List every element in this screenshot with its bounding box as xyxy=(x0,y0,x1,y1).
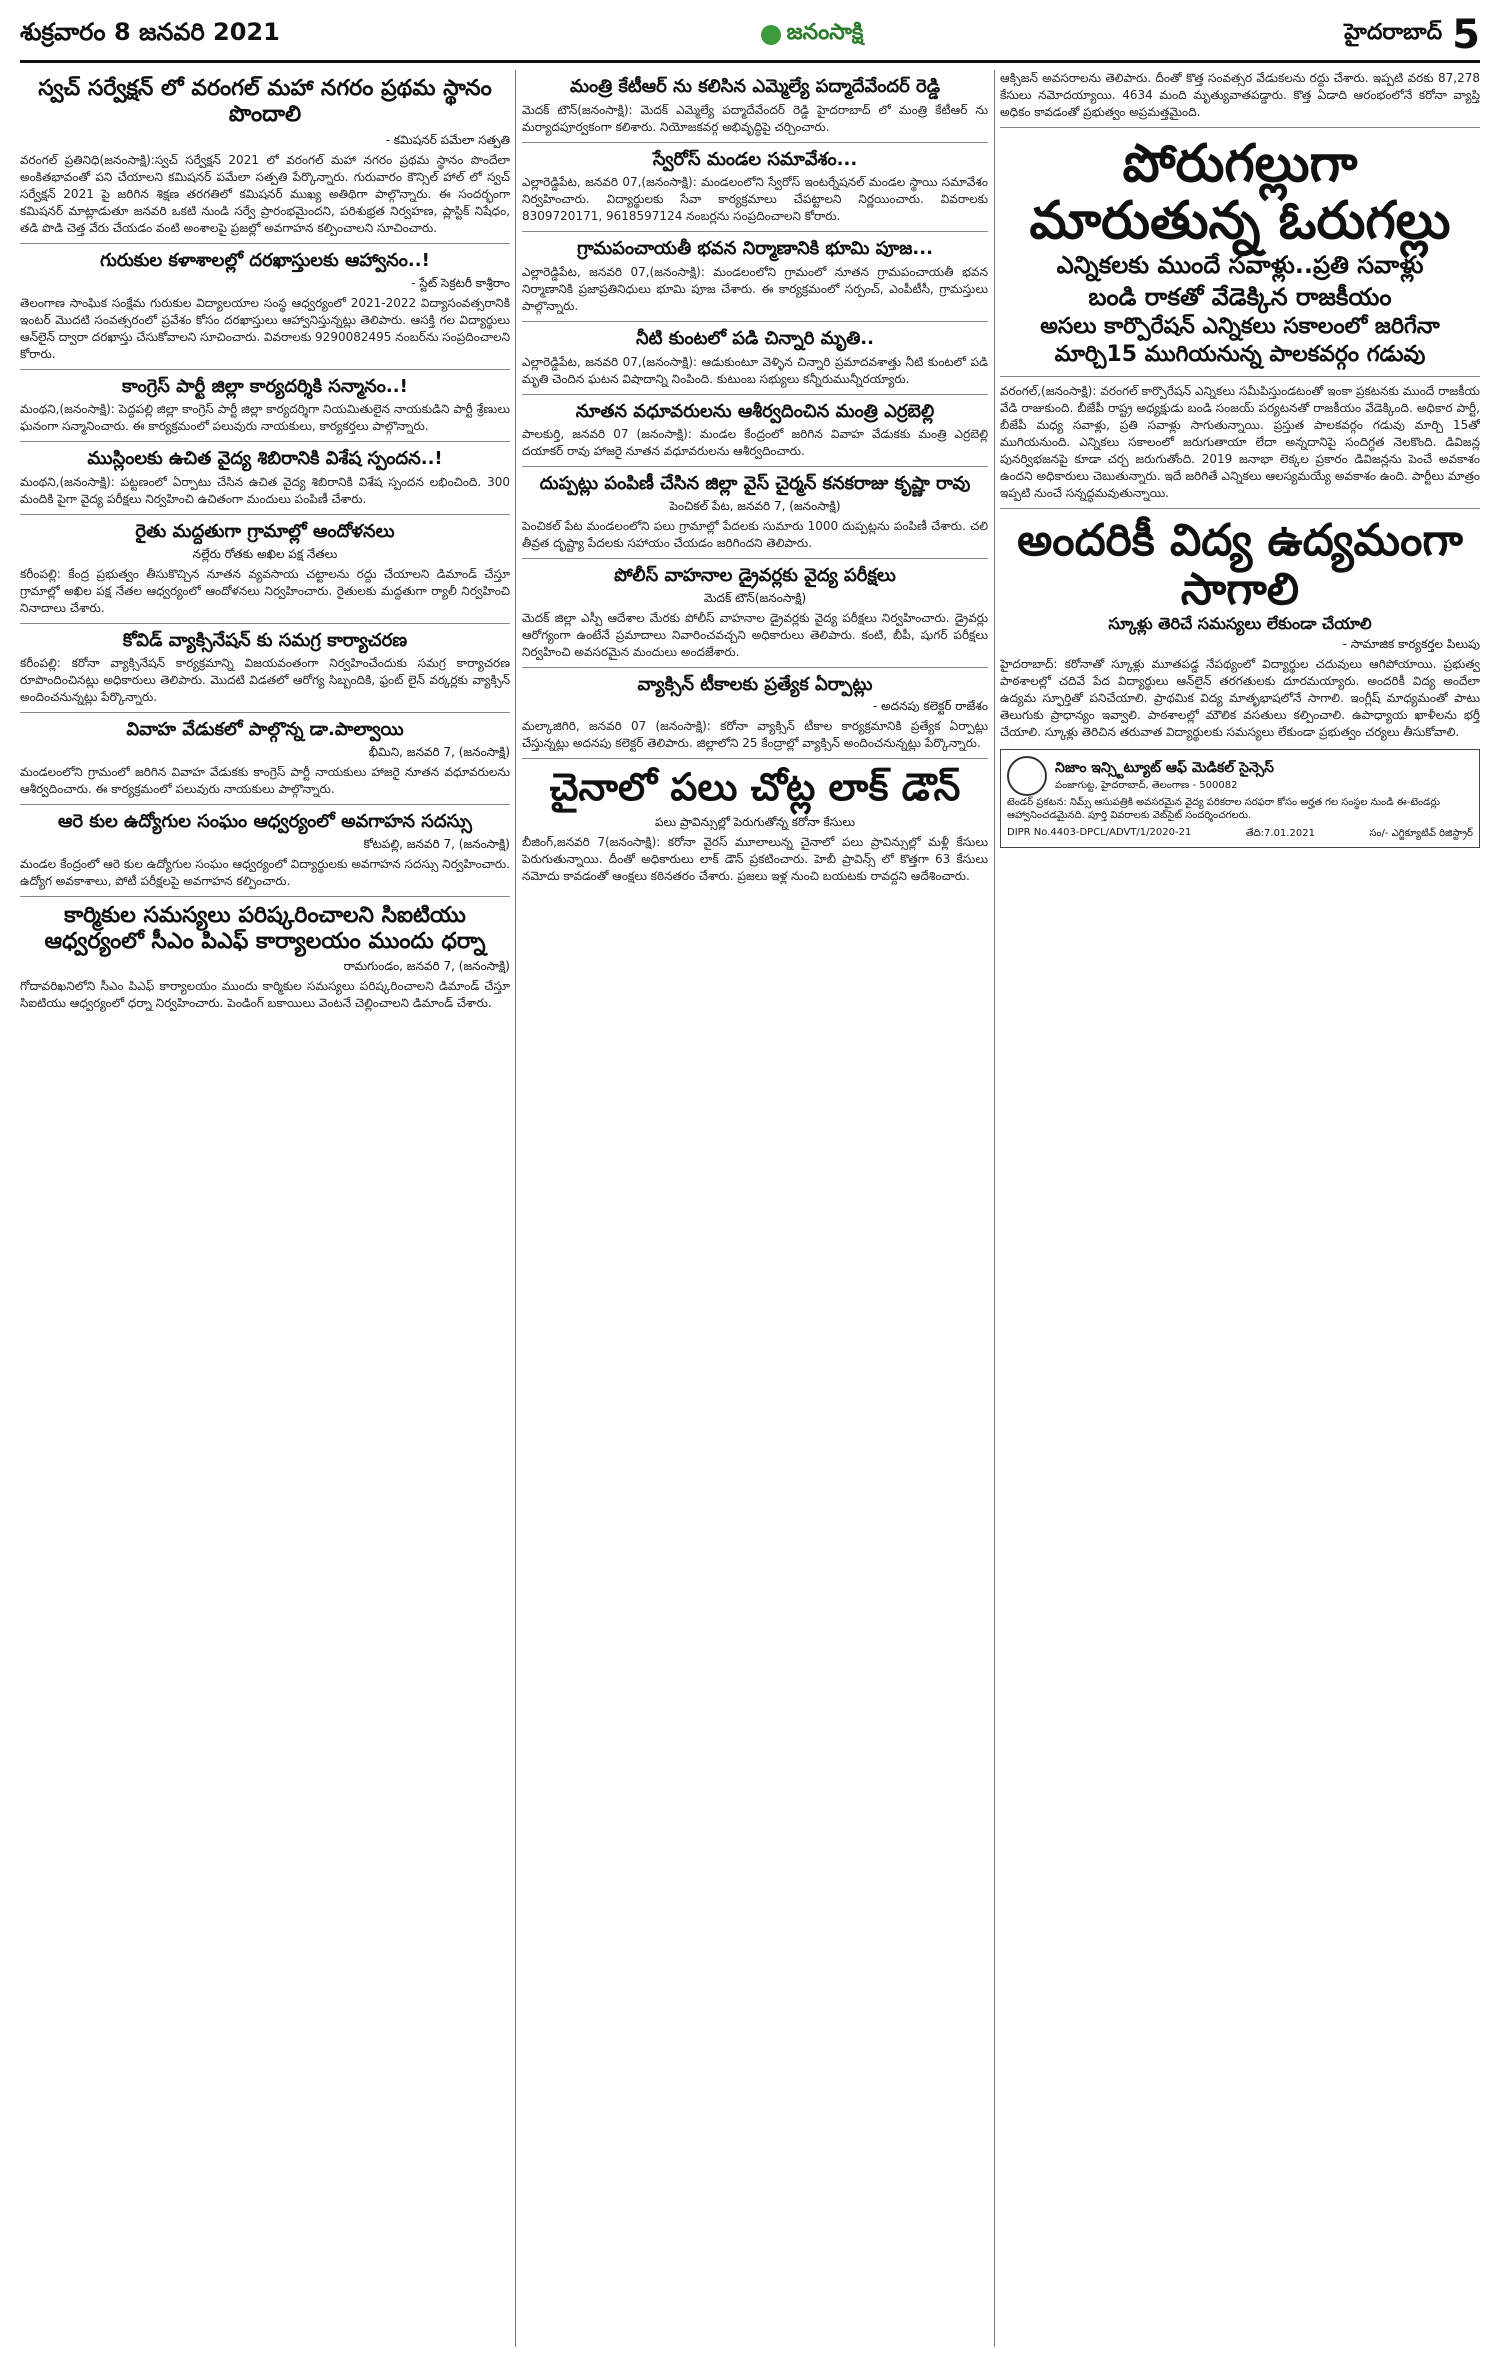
article-body: ఎల్లారెడ్డిపేట, జనవరి 07,(జనంసాక్షి): మండలంలోని స్వేరోస్ ఇంటర్నేషనల్ మండల స్థాయి సమావేశం నిర్వహించారు. విద్యార్థులకు సేవా కార్యక్రమాలు చేపట్టాలని నిర్ణయించారు. వివరాలకు 8309720171, 9618597124 నంబర్లను సంప్రదించాలని కోరారు. xyxy=(522,175,988,224)
page-number: 5 xyxy=(1452,12,1480,58)
logo-icon xyxy=(761,25,781,45)
headline: పోలీస్ వాహనాల డ్రైవర్లకు వైద్య పరీక్షలు xyxy=(614,565,896,586)
byline: భీమిని, జనవరి 7, (జనంసాక్షి) xyxy=(368,744,510,759)
sub-headline: స్కూళ్లు తెరిచే సమస్యలు లేకుండా చేయాలి xyxy=(1108,614,1372,634)
sub-headline: బండి రాకతో వేడెక్కిన రాజకీయం xyxy=(1088,282,1392,311)
article xyxy=(522,401,988,461)
article xyxy=(522,565,988,661)
article-body: హైదరాబాద్: కరోనాతో స్కూళ్లు మూతపడ్డ నేపథ్యంలో విద్యార్థుల చదువులు ఆగిపోయాయి. ప్రభుత్వ పాఠశాలల్లో చదివే పేద విద్యార్థులు ఆన్‌లైన్ తరగతులకు దూరమయ్యారు. అందరికీ విద్య అందేలా ఉద్యమ స్ఫూర్తితో పనిచేయాలి. ప్రాథమిక విద్య మాతృభాషలోనే సాగాలి. ఇంగ్లీష్ మాధ్యమంతో పాటు తెలుగుకు ప్రాధాన్యం ఇవ్వాలి. పాఠశాలల్లో మౌలిక వసతులు కల్పించాలి. ఉపాధ్యాయ ఖాళీలను భర్తీ చేయాలి. స్కూళ్లు తెరిచిన తరువాత విద్యార్థులకు సమస్యలు లేకుండా ప్రభుత్వం చర్యలు తీసుకోవాలి. xyxy=(1000,656,1480,739)
lead-article xyxy=(1000,136,1480,502)
byline: రామగుండం, జనవరి 7, (జనంసాక్షి) xyxy=(343,959,510,974)
article xyxy=(522,149,988,226)
article-body: మెదక్ జిల్లా ఎస్పీ ఆదేశాల మేరకు పోలీస్ వాహనాల డ్రైవర్లకు వైద్య పరీక్షలు నిర్వహించారు. డ్రైవర్లు ఆరోగ్యంగా ఉంటేనే ప్రమాదాలు నివారించవచ్చని అధికారులు తెలిపారు. కంటి, బీపీ, షుగర్ పరీక్షలు నిర్వహించి అవసరమైన మందులు అందజేశారు. xyxy=(522,610,988,659)
headline: ఆరె కుల ఉద్యోగుల సంఘం ఆధ్వర్యంలో అవగాహన సదస్సు xyxy=(58,811,472,832)
article-body: పాలకుర్తి, జనవరి 07 (జనంసాక్షి): మండల కేంద్రంలో జరిగిన వివాహ వేడుకకు మంత్రి ఎర్రబెల్లి దయాకర్ రావు హాజరై నూతన వధూవరులను ఆశీర్వదించారు. xyxy=(522,427,988,459)
article xyxy=(20,448,510,508)
headline: కాంగ్రెస్ పార్టీ జిల్లా కార్యదర్శికి సన్మానం..! xyxy=(122,375,408,397)
article xyxy=(20,903,510,1013)
article-body: కరీంపల్లి: కరోనా వ్యాక్సినేషన్ కార్యక్రమాన్ని విజయవంతంగా నిర్వహించేందుకు సమగ్ర కార్యాచరణ రూపొందించినట్లు అధికారులు తెలిపారు. మొదటి విడతలో ఆరోగ్య సిబ్బందికి, ఫ్రంట్ లైన్ వర్కర్లకు వ్యాక్సిన్ అందించనున్నట్లు పేర్కొన్నారు. xyxy=(20,656,510,705)
article xyxy=(20,376,510,436)
article-body: మండలంలోని గ్రామంలో జరిగిన వివాహ వేడుకకు కాంగ్రెస్ పార్టీ నాయకులు హాజరై నూతన వధూవరులను ఆశీర్వదించారు. ఈ కార్యక్రమంలో పలువురు నాయకులు పాల్గొన్నారు. xyxy=(20,764,510,796)
sub-headline: అసలు కార్పొరేషన్ ఎన్నికలు సకాలంలో జరిగేనా xyxy=(1040,313,1440,339)
article xyxy=(522,76,988,136)
article-body: కరీంపల్లి: కేంద్ర ప్రభుత్వం తీసుకొచ్చిన నూతన వ్యవసాయ చట్టాలను రద్దు చేయాలని డిమాండ్ చేస్తూ గ్రామాల్లో అఖిల పక్ష నేతల ఆధ్వర్యంలో ఆందోళనలు నిర్వహించారు. రైతులకు మద్దతుగా ర్యాలీ నిర్వహించి నినాదాలు చేశారు. xyxy=(20,566,510,615)
article-body: మండల కేంద్రంలో ఆరె కుల ఉద్యోగుల సంఘం ఆధ్వర్యంలో విద్యార్థులకు అవగాహన సదస్సు నిర్వహించారు. ఉద్యోగ అవకాశాలు, పోటీ పరీక్షలపై అవగాహన కల్పించారు. xyxy=(20,856,510,888)
headline: ముస్లింలకు ఉచిత వైద్య శిబిరానికి విశేష స్పందన..! xyxy=(87,448,443,470)
byline: - అదనపు కలెక్టర్ రాజేశం xyxy=(872,699,988,714)
article-body: మంథని,(జనంసాక్షి): పెద్దపల్లి జిల్లా కాంగ్రెస్ పార్టీ జిల్లా కార్యదర్శిగా నియమితులైన నాయకుడిని పార్టీ శ్రేణులు ఘనంగా సన్మానించారు. ఈ కార్యక్రమంలో పలువురు నాయకులు, కార్యకర్తలు పాల్గొన్నారు. xyxy=(20,402,510,434)
headline: స్వేరోస్ మండల సమావేశం... xyxy=(652,148,858,170)
article-body: వరంగల్,(జనంసాక్షి): వరంగల్ కార్పొరేషన్ ఎన్నికలు సమీపిస్తుండటంతో ఇంకా ప్రకటనకు ముందే రాజకీయ వేడి రాజుకుంది. బీజేపీ రాష్ట్ర అధ్యక్షుడు బండి సంజయ్ పర్యటనతో రాజకీయం వేడెక్కింది. అధికార పార్టీ, బీజేపీ మధ్య సవాళ్లు, ప్రతి సవాళ్లు సాగుతున్నాయి. ప్రస్తుత పాలకవర్గం గడువు మార్చి 15తో ముగియనుంది. ఎన్నికలు సకాలంలో జరుగుతాయా లేదా అన్నదానిపై సందిగ్ధత నెలకొంది. డివిజన్ల పునర్విభజనపై కూడా చర్చ జరుగుతోంది. 2019 జనాభా లెక్కల ప్రకారం డివిజన్లను పెంచే అవకాశం ఉందని అధికారులు చెబుతున్నారు. ఇదే జరిగితే ఎన్నికలు ఆలస్యమయ్యే అవకాశం ఉంది. పార్టీలు మాత్రం ఇప్పటి నుంచే సన్నద్ధమవుతున్నాయి. xyxy=(1000,384,1480,501)
article xyxy=(20,521,510,617)
byline: - సామాజిక కార్యకర్తల పిలుపు xyxy=(1342,636,1480,651)
article-body: ఆక్సిజన్ అవసరాలను తెలిపారు. దీంతో కొత్త సంవత్సర వేడుకలను రద్దు చేశారు. ఇప్పటి వరకు 87,278 కేసులు నమోదయ్యాయి. 4634 మంది మృత్యువాతపడ్డారు. కొత్త ఏడాది ఆరంభంలోనే కరోనా వ్యాప్తి అధికం కావడంతో ప్రభుత్వం అప్రమత్తమైంది. xyxy=(1000,71,1480,120)
article-body: పెంచికల్ పేట మండలంలోని పలు గ్రామాల్లో పేదలకు సుమారు 1000 దుప్పట్లను పంపిణీ చేశారు. చలి తీవ్రత దృష్ట్యా పేదలకు సహాయం చేయడం జరిగిందని తెలిపారు. xyxy=(522,518,988,550)
byline: కోటపల్లి, జనవరి 7, (జనంసాక్షి) xyxy=(363,836,510,851)
byline: నల్లేరు రోతకు అఖిల పక్ష నేతలు xyxy=(192,546,338,561)
article xyxy=(522,473,988,552)
article-body: మంథని,(జనంసాక్షి): పట్టణంలో ఏర్పాటు చేసిన ఉచిత వైద్య శిబిరానికి విశేష స్పందన లభించింది. 300 మందికి పైగా వైద్య పరీక్షలు నిర్వహించి ఉచితంగా మందులు పంపిణీ చేశారు. xyxy=(20,474,510,506)
article xyxy=(522,674,988,753)
masthead-rule xyxy=(20,60,1480,63)
ad-text: టెండర్ ప్రకటన: నిమ్స్ ఆసుపత్రికి అవసరమైన వైద్య పరికరాల సరఫరా కోసం అర్హత గల సంస్థల నుండి ఈ-టెండర్లు ఆహ్వానించడమైనది. పూర్తి వివరాలకు వెబ్‌సైట్ సందర్శించగలరు. xyxy=(1007,796,1440,822)
article xyxy=(20,250,510,363)
headline: దుప్పట్లు పంపిణీ చేసిన జిల్లా వైస్ చైర్మన్ కనకరాజు కృష్ణా రావు xyxy=(539,473,971,495)
article-body: ఎల్లారెడ్డిపేట, జనవరి 07,(జనంసాక్షి): ఆడుకుంటూ వెళ్ళిన చిన్నారి ప్రమాదవశాత్తు నీటి కుంటలో పడి మృతి చెందిన ఘటన విషాదాన్ని నింపింది. కుటుంబ సభ్యులు కన్నీరుమున్నీరయ్యారు. xyxy=(522,354,988,386)
ad-footer xyxy=(1007,827,1473,841)
headline: రైతు మద్దతుగా గ్రామాల్లో ఆందోళనలు xyxy=(135,520,395,542)
article xyxy=(20,76,510,237)
column-2 xyxy=(522,70,988,2347)
ad-address: పంజాగుట్ట, హైదరాబాద్, తెలంగాణ - 500082 xyxy=(1055,779,1238,791)
paper-name: జనంసాక్షి xyxy=(786,20,864,45)
article xyxy=(522,328,988,388)
headline: గ్రామపంచాయతీ భవన నిర్మాణానికి భూమి పూజ... xyxy=(577,238,933,260)
column-divider xyxy=(515,70,516,2347)
headline: వ్యాక్సిన్ టీకాలకు ప్రత్యేక ఏర్పాట్లు xyxy=(637,673,873,695)
article-body: తెలంగాణ సాంఘిక సంక్షేమ గురుకుల విద్యాలయాల సంస్థ ఆధ్వర్యంలో 2021-2022 విద్యాసంవత్సరానికి ఇంటర్ మొదటి సంవత్సరంలో ప్రవేశం కోసం దరఖాస్తులు ఆహ్వానిస్తున్నట్లు తెలిపారు. ఆసక్తి గల విద్యార్థులు ఆన్‌లైన్ ద్వారా దరఖాస్తు చేసుకోవాలని సూచించారు. వివరాలకు 9290082495 నంబర్‌ను సంప్రదించాలని కోరారు. xyxy=(20,295,510,361)
article-body: వరంగల్ ప్రతినిధి(జనంసాక్షి):స్వచ్ సర్వేక్షన్ 2021 లో వరంగల్ మహా నగరం ప్రథమ స్థానం పొందేలా అంకితభావంతో పని చేయాలని కమిషనర్ పమేలా సత్పతి పేర్కొన్నారు. గురువారం కౌన్సిల్ హాల్ లో స్వచ్ సర్వేక్షన్ 2021 పై జరిగిన శిక్షణ తరగతిలో కమిషనర్ ముఖ్య అతిథిగా పాల్గొన్నారు. ఈ సందర్భంగా కమిషనర్ మాట్లాడుతూ జనవరి ఒకటి నుండి సర్వే ప్రారంభమైందని, పరిశుభ్రత నిర్వహణ, ప్లాస్టిక్ నిషేధం, తడి పొడి చెత్త వేరు చేయడం వంటి అంశాలపై ప్రజల్లో అవగాహన కల్పించాలని సూచించారు. xyxy=(20,152,510,235)
headline: మంత్రి కేటీఆర్ ను కలిసిన ఎమ్మెల్యే పద్మాదేవేందర్ రెడ్డి xyxy=(569,76,941,97)
ad-sign: సం/- ఎగ్జిక్యూటివ్ రిజిస్ట్రార్ xyxy=(1369,827,1473,839)
headline: అందరికీ విద్య ఉద్యమంగా సాగాలి xyxy=(1017,515,1463,615)
article-body: మల్కాజిగిరి, జనవరి 07 (జనంసాక్షి): కరోనా వ్యాక్సిన్ టీకాల కార్యక్రమానికి ప్రత్యేక ఏర్పాట్లు చేస్తున్నట్లు అదనపు కలెక్టర్ తెలిపారు. జిల్లాలోని 25 కేంద్రాల్లో వ్యాక్సిన్ అందించనున్నట్లు పేర్కొన్నారు. xyxy=(522,719,988,751)
byline: పలు ప్రావిన్సుల్లో పెరుగుతోన్న కరోనా కేసులు xyxy=(655,814,855,829)
headline: చైనాలో పలు చోట్ల లాక్ డౌన్ xyxy=(549,765,961,810)
paper-logo xyxy=(761,20,864,50)
headline: స్వచ్ సర్వేక్షన్ లో వరంగల్ మహా నగరం ప్రథమ స్థానం పొందాలి xyxy=(38,76,492,128)
masthead xyxy=(20,12,1480,58)
emblem-icon xyxy=(1007,756,1047,796)
byline: - కమిషనర్ పమేలా సత్పతి xyxy=(385,132,510,147)
headline: కోవిడ్ వ్యాక్సినేషన్ కు సమగ్ర కార్యాచరణ xyxy=(122,629,408,651)
headline: గురుకుల కళాశాలల్లో దరఖాస్తులకు ఆహ్వానం..! xyxy=(100,249,430,271)
sub-headline: ఎన్నికలకు ముందే సవాళ్లు..ప్రతి సవాళ్లు xyxy=(1056,251,1424,280)
column-divider xyxy=(994,70,995,2347)
tender-advertisement xyxy=(1000,749,1480,848)
page-info xyxy=(1344,12,1480,58)
article-body: బీజింగ్,జనవరి 7(జనంసాక్షి): కరోనా వైరస్ మూలాలున్న చైనాలో పలు ప్రావిన్సుల్లో మళ్లీ కేసులు పెరుగుతున్నాయి. దీంతో అధికారులు లాక్ డౌన్ ప్రకటించారు. హెబీ ప్రావిన్స్ లో కొత్తగా 63 కేసులు నమోదు కావడంతో ఆంక్షలు కఠినతరం చేశారు. ప్రజలు ఇళ్ల నుంచి బయటకు రావద్దని ఆదేశించారు. xyxy=(522,834,988,883)
lead-headline: పోరుగల్లుగా మారుతున్న ఓరుగల్లు xyxy=(1029,134,1451,252)
headline: వివాహ వేడుకలో పాల్గొన్న డా.పాల్వాయి xyxy=(126,719,404,741)
article-body: ఎల్లారెడ్డిపేట, జనవరి 07,(జనంసాక్షి): మండలంలోని గ్రామంలో నూతన గ్రామపంచాయతీ భవన నిర్మాణానికి ప్రజాప్రతినిధులు భూమి పూజ చేశారు. ఈ కార్యక్రమంలో సర్పంచ్, ఎంపీటీసీ, గ్రామస్తులు పాల్గొన్నారు. xyxy=(522,264,988,313)
article xyxy=(20,811,510,890)
education-article xyxy=(1000,517,1480,741)
article xyxy=(20,719,510,798)
headline: నీటి కుంటలో పడి చిన్నారి మృతి.. xyxy=(636,328,874,350)
article xyxy=(20,630,510,707)
article xyxy=(522,765,988,885)
ad-ref: DIPR No.4403-DPCL/ADVT/1/2020-21 xyxy=(1007,826,1192,838)
column-1 xyxy=(20,70,510,2347)
headline: నూతన వధూవరులను ఆశీర్వదించిన మంత్రి ఎర్రబెల్లి xyxy=(575,400,935,422)
byline: మెదక్ టౌన్(జనంసాక్షి) xyxy=(703,590,807,605)
byline: పెంచికల్ పేట, జనవరి 7, (జనంసాక్షి) xyxy=(669,498,841,513)
article-body: మెదక్ టౌన్(జనంసాక్షి): మెదక్ ఎమ్మెల్యే పద్మాదేవేందర్ రెడ్డి హైదరాబాద్ లో మంత్రి కేటీఆర్ ను మర్యాదపూర్వకంగా కలిశారు. నియోజకవర్గ అభివృద్ధిపై చర్చించారు. xyxy=(522,102,988,134)
ad-date: తేది:7.01.2021 xyxy=(1245,827,1315,839)
sub-headline: మార్చి15 ముగియనున్న పాలకవర్గం గడువు xyxy=(1054,342,1426,368)
edition-city: హైదరాబాద్ xyxy=(1344,20,1443,45)
column-3 xyxy=(1000,70,1480,2347)
headline: కార్మికుల సమస్యలు పరిష్కరించాలని సిఐటియు ఆధ్వర్యంలో సీఎం పిఎఫ్ కార్యాలయం ముందు ధర్నా xyxy=(44,902,486,955)
ad-title: నిజాం ఇన్స్టిట్యూట్ ఆఫ్ మెడికల్ సైన్సెస్ xyxy=(1055,759,1275,776)
edition-date: శుక్రవారం 8 జనవరి 2021 xyxy=(20,18,280,46)
byline: - స్టేట్ సెక్రటరీ కాశ్రీరాం xyxy=(411,275,510,290)
article-body: గోదావరిఖనిలోని సీఎం పిఎఫ్ కార్యాలయం ముందు కార్మికుల సమస్యలు పరిష్కరించాలని డిమాండ్ చేస్తూ సిఐటియు ఆధ్వర్యంలో ధర్నా నిర్వహించారు. పెండింగ్ బకాయిలు వెంటనే చెల్లించాలని డిమాండ్ చేశారు. xyxy=(20,979,510,1011)
article xyxy=(522,238,988,315)
